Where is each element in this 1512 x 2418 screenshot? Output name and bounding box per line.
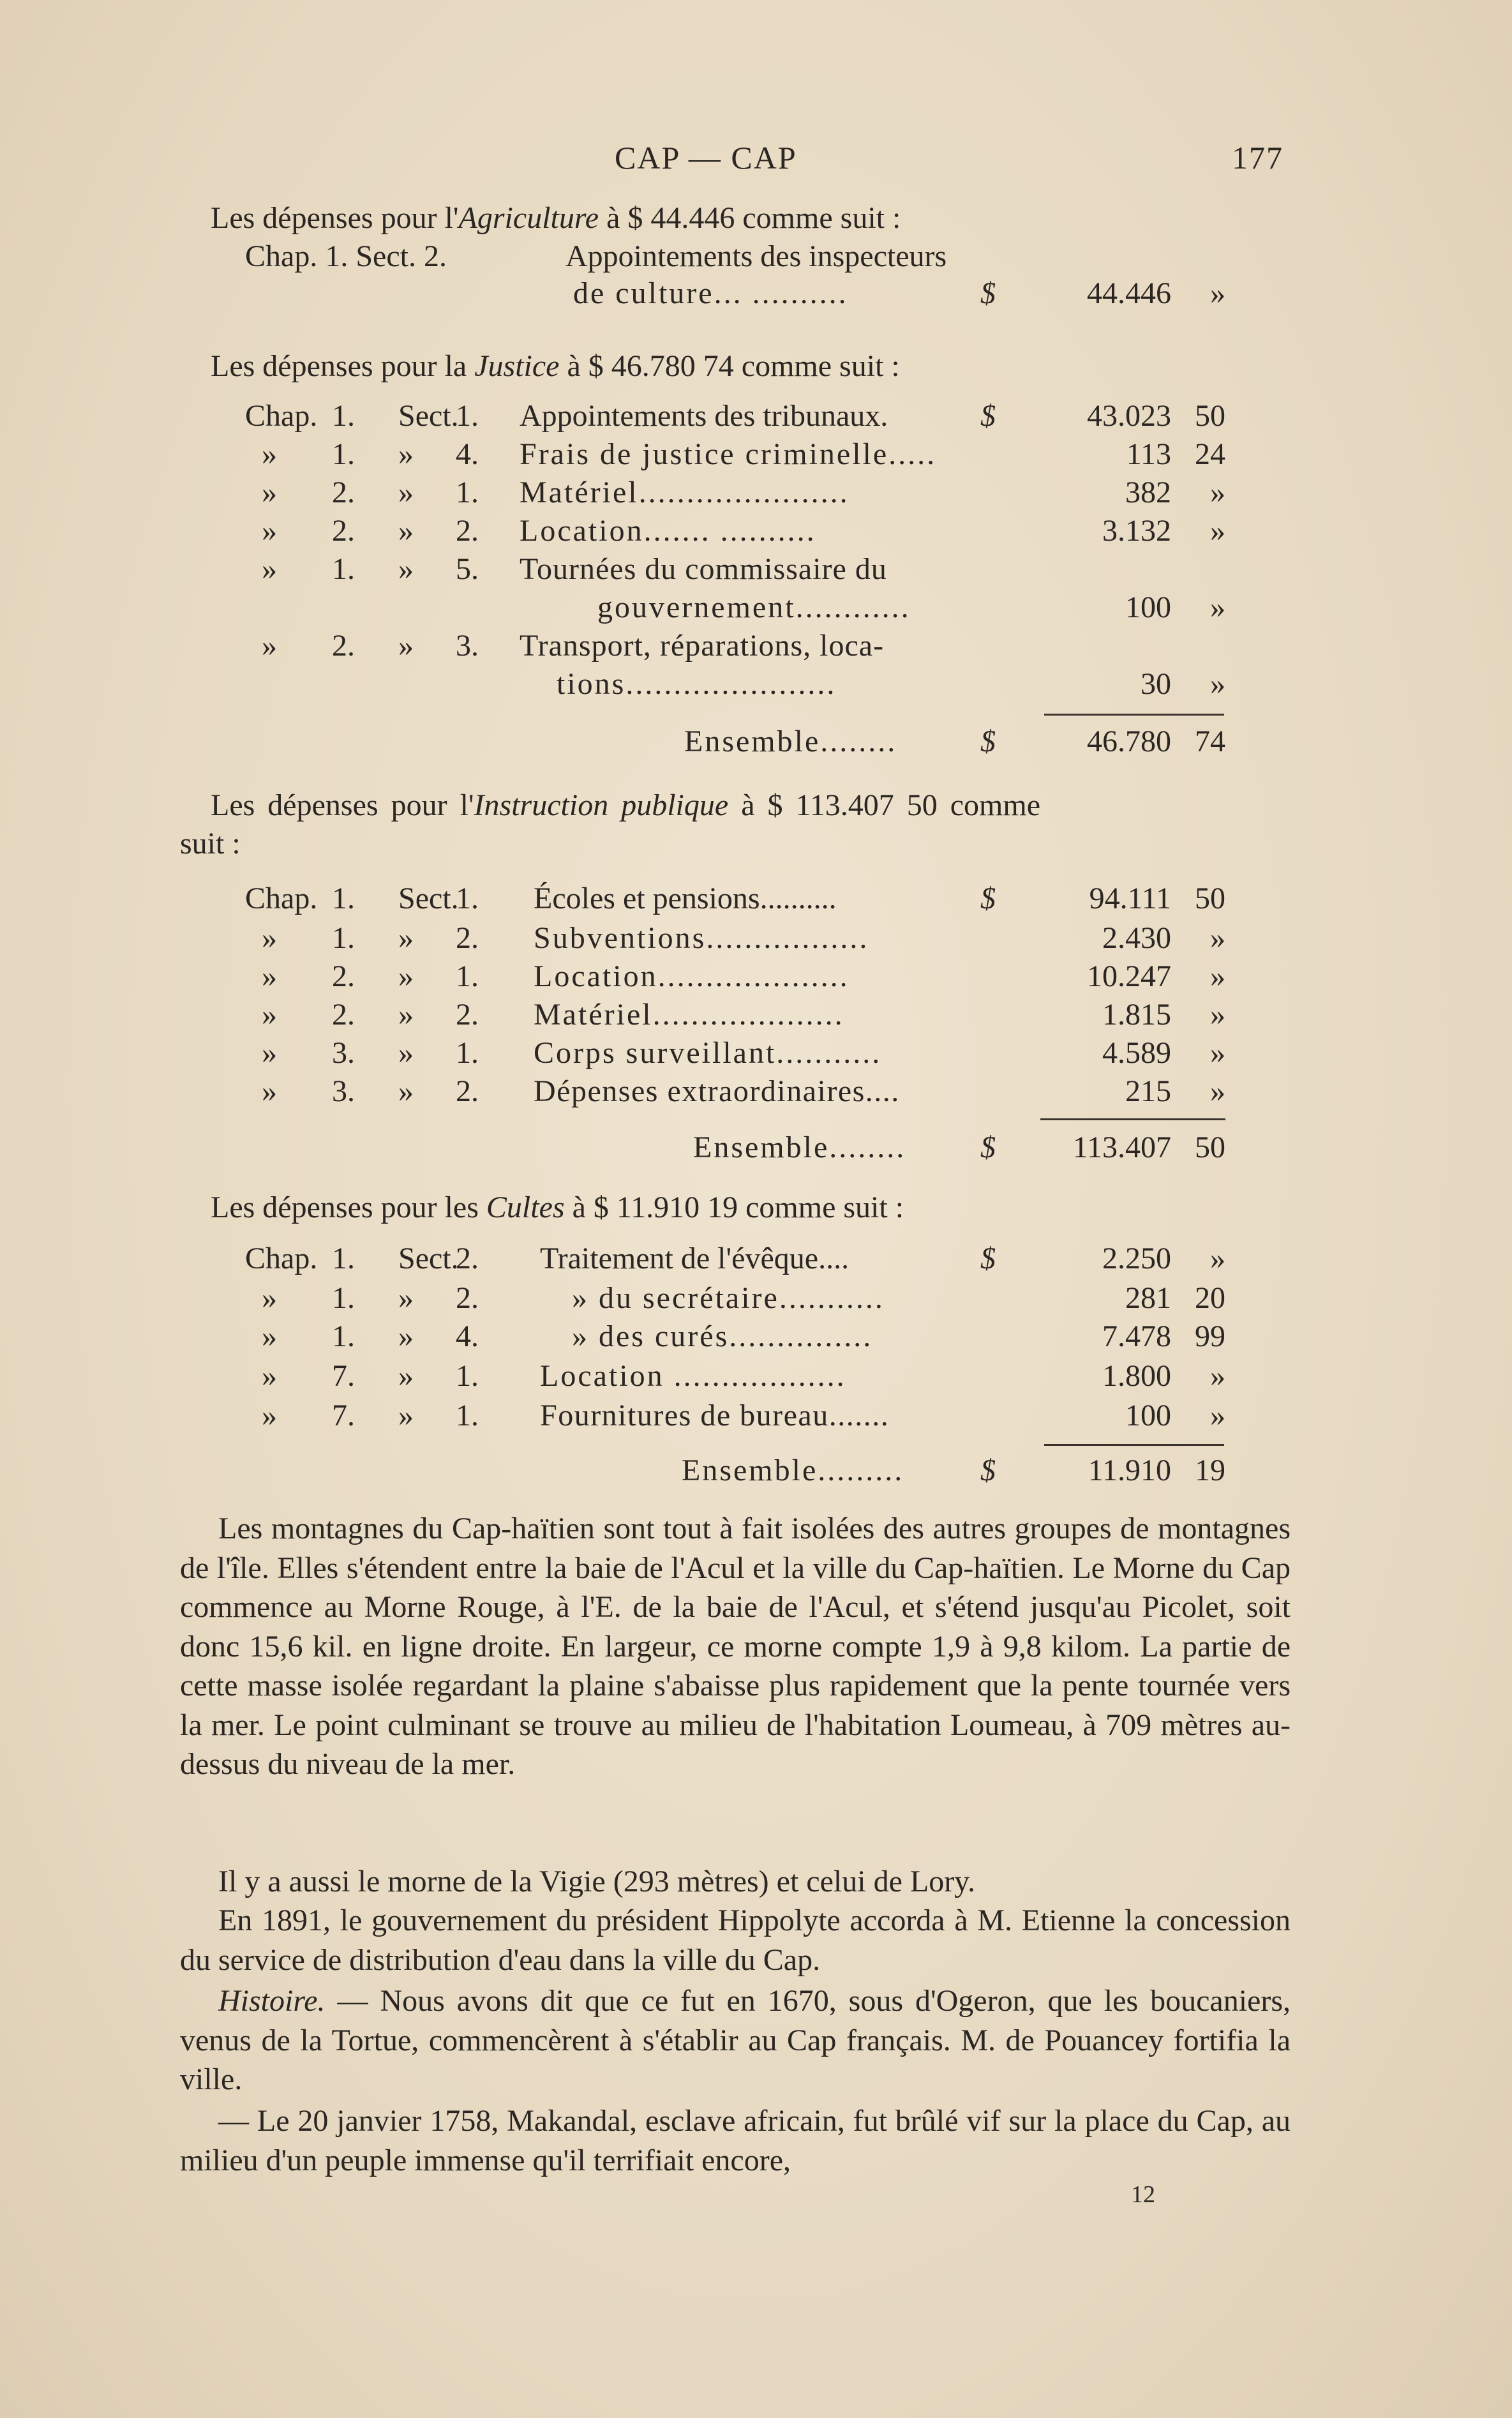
- paragraph-vigie: Il y a aussi le morne de la Vigie (293 mètres) et celui de Lory.: [218, 1865, 976, 1898]
- total-rule: [1044, 1444, 1224, 1446]
- paragraph-mountains: Les montagnes du Cap-haïtien sont tout à fait isolées des autres groupes de montagnes de l'île. Elles s'étendent entre la baie de l'Acul et la ville du Cap-haïtien. Le Morne du Cap commence au Morne Rouge, à l'E. de la baie de l'Acul, et s'étend jusqu'au Picolet, soit donc 15,6 kil. en ligne droite. En largeur, ce morne compte 1,9 à 9,8 kilom. La partie de cette masse isolée regardant la plaine s'abaisse plus rapidement que la pente tournée vers la mer. Le point culminant se trouve au milieu de l'habitation Loumeau, à 709 mètres au-dessus du niveau de la mer.: [180, 1512, 1291, 1781]
- table-row: » 1. » 4. » des curés............... 7.478 99: [262, 1319, 1225, 1353]
- table-row: » 2. » 1. Matériel...................... 382 »: [262, 476, 1225, 509]
- table-row: Chap. 1. Sect. 2. Appointements des inspecteurs: [245, 239, 947, 273]
- signature-mark: 12: [1131, 2181, 1155, 2208]
- table-row: » 2. » 2. Matériel.................... 1.815 »: [262, 998, 1225, 1032]
- paragraph-history: Histoire. — Nous avons dit que ce fut en 1670, sous d'Ogeron, que les boucaniers, venus de la Tortue, commencèrent à s'établir au Cap français. M. de Pouancey fortifia la ville.: [180, 1984, 1291, 2096]
- running-header: CAP — CAP: [615, 140, 797, 176]
- total-row: Ensemble......... $ 11.910 19: [682, 1453, 1225, 1487]
- total-row: Ensemble........ $ 46.780 74: [684, 725, 1225, 758]
- total-rule: [1040, 1118, 1225, 1120]
- table-row: » 2. » 3. Transport, réparations, loca-: [262, 629, 885, 663]
- table-row: » 3. » 2. Dépenses extraordinaires.... 215 »: [262, 1074, 1225, 1108]
- cultes-intro: Les dépenses pour les Cultes à $ 11.910 19 comme suit :: [211, 1190, 904, 1224]
- table-row: » 3. » 1. Corps surveillant........... 4.589 »: [262, 1036, 1225, 1070]
- table-row: » 2. » 2. Location....... .......... 3.132 »: [262, 514, 1225, 548]
- table-row: » 7. » 1. Location .................. 1.800 »: [262, 1359, 1225, 1393]
- instruction-intro-cont: suit :: [180, 827, 241, 860]
- justice-intro: Les dépenses pour la Justice à $ 46.780 74 comme suit :: [211, 349, 900, 383]
- table-row: gouvernement............ 100 »: [597, 590, 1225, 624]
- table-row: » 1. » 4. Frais de justice criminelle..... 113 24: [262, 437, 1225, 471]
- table-row: Chap. 1. Sect. 1. Écoles et pensions.......... $ 94.111 50: [245, 882, 1225, 915]
- table-row: Chap. 1. Sect. 1. Appointements des tribunaux. $ 43.023 50: [245, 399, 1225, 433]
- total-row: Ensemble........ $ 113.407 50: [693, 1130, 1225, 1164]
- total-rule: [1044, 714, 1224, 716]
- paragraph-water-concession: En 1891, le gouvernement du président Hippolyte accorda à M. Etienne la concession du service de distribution d'eau dans la ville du Cap.: [180, 1904, 1291, 1977]
- table-row: de culture... .......... $ 44.446 »: [573, 276, 1225, 310]
- table-row: » 1. » 5. Tournées du commissaire du: [262, 552, 887, 586]
- table-row: » 1. » 2. Subventions................. 2.430 »: [262, 921, 1225, 955]
- paragraph-makandal: — Le 20 janvier 1758, Makandal, esclave africain, fut brûlé vif sur la place du Cap, au milieu d'un peuple immense qu'il terrifiait encore,: [180, 2104, 1291, 2177]
- table-row: Chap. 1. Sect. 2. Traitement de l'évêque.... $ 2.250 »: [245, 1242, 1225, 1275]
- table-row: tions...................... 30 »: [557, 667, 1225, 701]
- table-row: » 7. » 1. Fournitures de bureau....... 100 »: [262, 1399, 1225, 1432]
- table-row: » 2. » 1. Location.................... 10.247 »: [262, 959, 1225, 993]
- page-number: 177: [1232, 140, 1284, 176]
- table-row: » 1. » 2. » du secrétaire........... 281 20: [262, 1281, 1225, 1315]
- agriculture-intro: Les dépenses pour l'Agriculture à $ 44.446 comme suit :: [211, 201, 901, 235]
- instruction-intro: Les dépenses pour l'Instruction publique à $ 113.407 50 comme: [211, 788, 1040, 822]
